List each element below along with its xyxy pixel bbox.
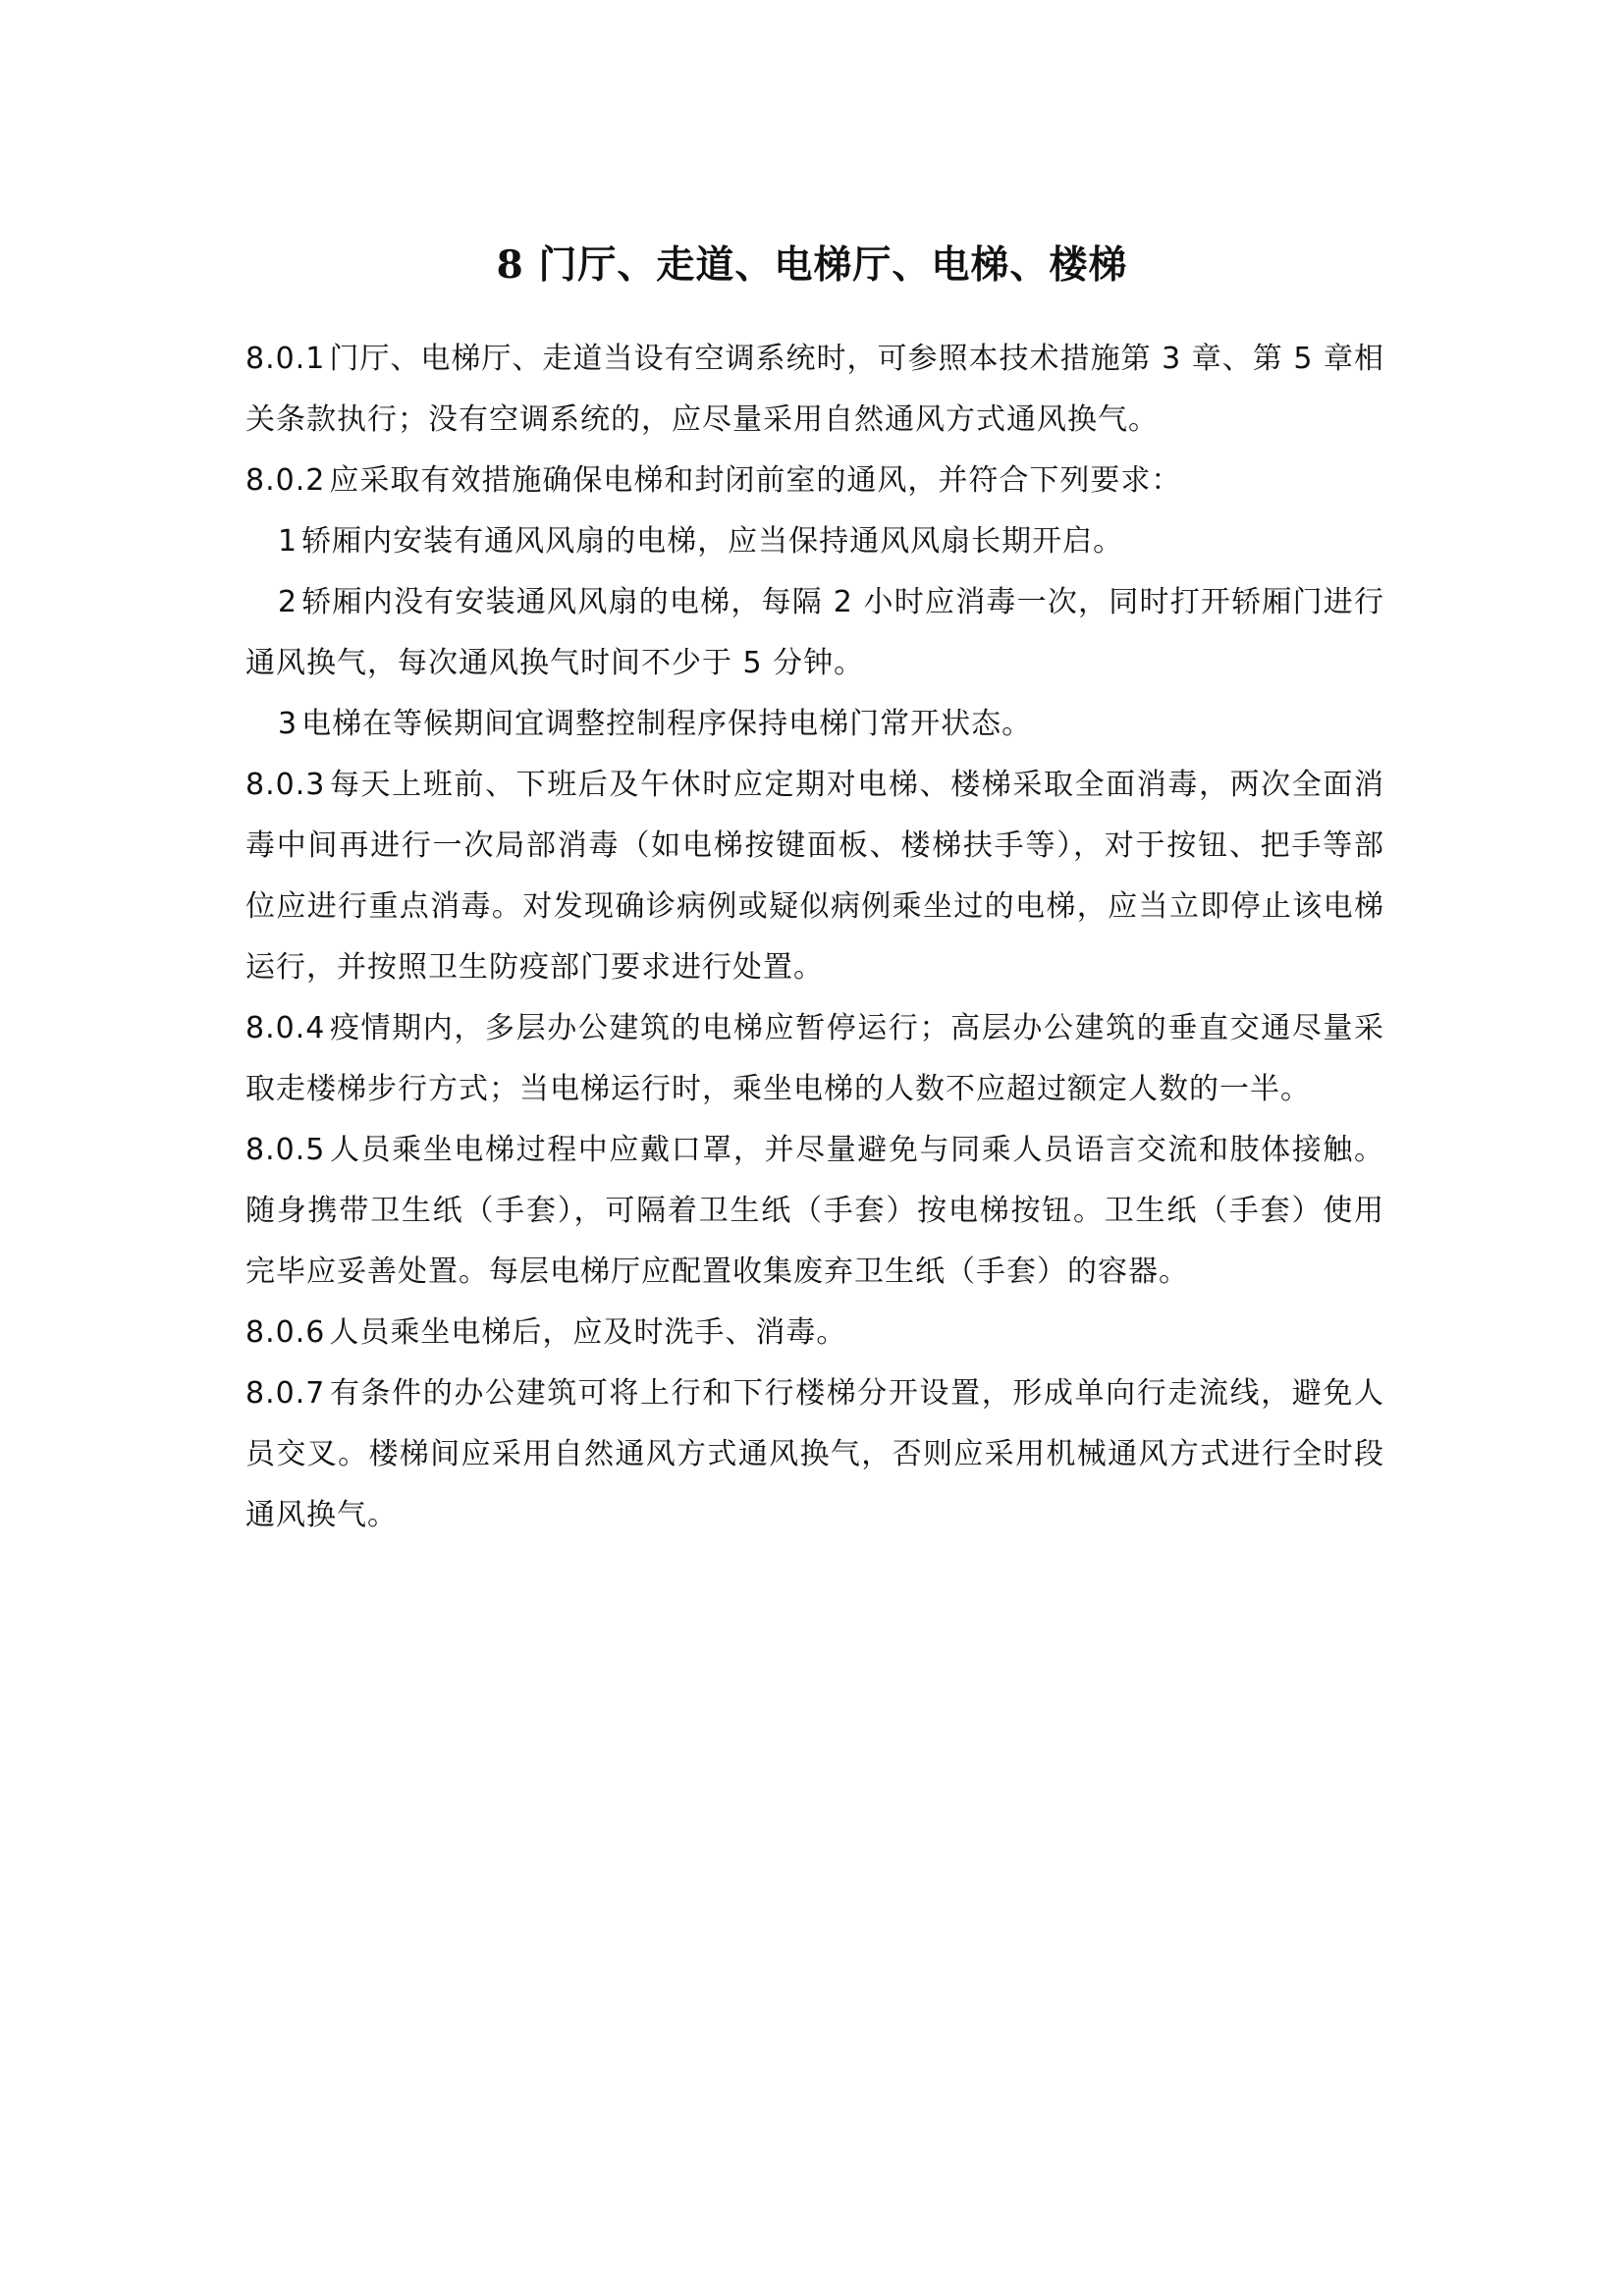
section-body xyxy=(245,329,1384,1546)
item-number: 2 xyxy=(278,585,298,619)
clause-8-0-3 xyxy=(245,755,1384,998)
clause-text: 每天上班前、下班后及午休时应定期对电梯、楼梯采取全面消毒，两次全面消毒中间再进行一次局部消毒（如电梯按键面板、楼梯扶手等），对于按钮、把手等部位应进行重点消毒。对发现确诊病例或疑似病例乘坐过的电梯，应当立即停止该电梯运行，并按照卫生防疫部门要求进行处置。 xyxy=(245,768,1384,985)
clause-number: 8.0.4 xyxy=(245,1011,326,1045)
clause-8-0-6 xyxy=(245,1303,1384,1363)
clause-8-0-2-item-3 xyxy=(245,694,1384,755)
clause-8-0-7 xyxy=(245,1363,1384,1546)
clause-number: 8.0.1 xyxy=(245,342,326,376)
clause-8-0-2-item-1 xyxy=(245,511,1384,572)
clause-number: 8.0.5 xyxy=(245,1133,326,1167)
item-number: 3 xyxy=(278,707,298,741)
clause-text: 有条件的办公建筑可将上行和下行楼梯分开设置，形成单向行走流线，避免人员交叉。楼梯间应采用自然通风方式通风换气，否则应采用机械通风方式进行全时段通风换气。 xyxy=(245,1376,1384,1532)
clause-number: 8.0.2 xyxy=(245,463,326,498)
clause-number: 8.0.7 xyxy=(245,1376,326,1411)
clause-text: 人员乘坐电梯过程中应戴口罩，并尽量避免与同乘人员语言交流和肢体接触。随身携带卫生纸（手套），可隔着卫生纸（手套）按电梯按钮。卫生纸（手套）使用完毕应妥善处置。每层电梯厅应配置收集废弃卫生纸（手套）的容器。 xyxy=(245,1133,1384,1289)
clause-8-0-4 xyxy=(245,998,1384,1120)
clause-number: 8.0.6 xyxy=(245,1315,326,1350)
clause-8-0-1 xyxy=(245,329,1384,451)
clause-8-0-2 xyxy=(245,451,1384,511)
clause-8-0-2-item-2 xyxy=(245,572,1384,694)
section-title: 门厅、走道、电梯厅、电梯、楼梯 xyxy=(538,242,1128,289)
clause-8-0-5 xyxy=(245,1120,1384,1303)
clause-number: 8.0.3 xyxy=(245,768,326,802)
item-text: 电梯在等候期间宜调整控制程序保持电梯门常开状态。 xyxy=(301,707,1033,741)
clause-text: 疫情期内，多层办公建筑的电梯应暂停运行；高层办公建筑的垂直交通尽量采取走楼梯步行方式；当电梯运行时，乘坐电梯的人数不应超过额定人数的一半。 xyxy=(245,1011,1384,1106)
item-text: 轿厢内没有安装通风风扇的电梯，每隔 2 小时应消毒一次，同时打开轿厢门进行通风换气，每次通风换气时间不少于 5 分钟。 xyxy=(245,585,1384,680)
clause-text: 人员乘坐电梯后，应及时洗手、消毒。 xyxy=(329,1315,847,1350)
item-text: 轿厢内安装有通风风扇的电梯，应当保持通风风扇长期开启。 xyxy=(301,524,1124,559)
section-number: 8 xyxy=(496,242,524,289)
clause-text: 应采取有效措施确保电梯和封闭前室的通风，并符合下列要求： xyxy=(329,463,1182,498)
section-heading xyxy=(0,238,1624,293)
item-number: 1 xyxy=(278,524,298,559)
clause-text: 门厅、电梯厅、走道当设有空调系统时，可参照本技术措施第 3 章、第 5 章相关条款执行；没有空调系统的，应尽量采用自然通风方式通风换气。 xyxy=(245,342,1384,437)
